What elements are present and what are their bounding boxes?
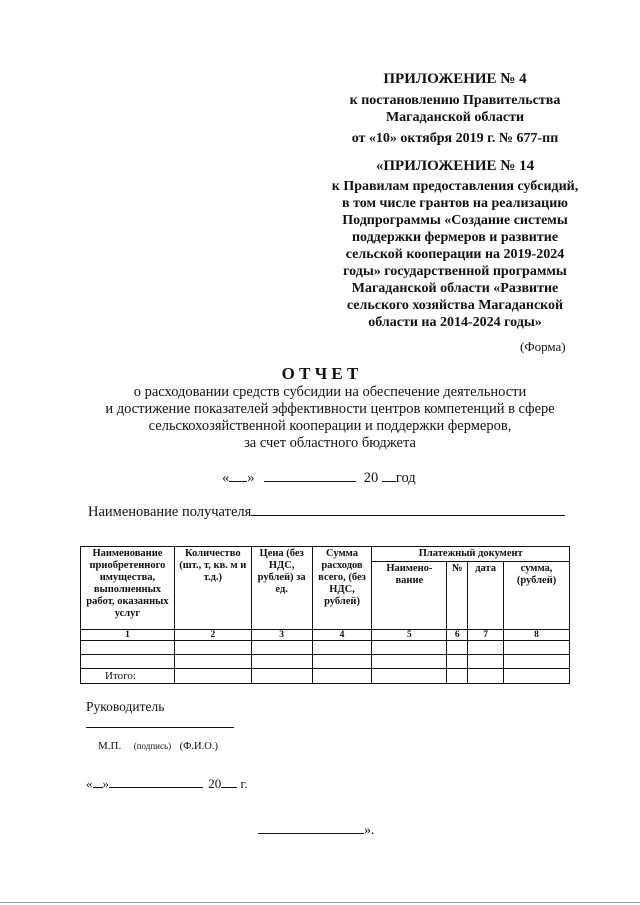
sign-day-blank[interactable] (93, 775, 103, 788)
report-line: и достижение показателей эффективности центров компетенций в сфере (105, 401, 555, 417)
appendix-14-line: Магаданской области «Развитие (351, 281, 559, 296)
col-header-quantity: Количество (шт., т, кв. м и т.д.) (174, 547, 251, 630)
closing-line (258, 819, 375, 839)
col-number: 6 (447, 630, 468, 641)
closing-blank[interactable] (258, 819, 364, 834)
col-number: 1 (81, 630, 175, 641)
year-suffix: год (395, 470, 416, 486)
signature-captions (98, 740, 218, 752)
appendix-14-line: сельского хозяйства Магаданской (346, 298, 564, 313)
appendix-14-block (300, 158, 610, 331)
appendix-14-line: области на 2014-2024 годы» (368, 315, 542, 330)
fio-caption: (Ф.И.О.) (179, 741, 218, 752)
report-title: О Т Ч Е Т (281, 364, 359, 383)
year-blank[interactable] (382, 467, 396, 482)
col-header-name: Наименование приобретенного имущества, выполненных работ, оказанных услуг (81, 547, 175, 630)
col-number: 2 (174, 630, 251, 641)
col-header-doc-date: дата (468, 562, 504, 630)
appendix-14-line: поддержки фермеров и развитие (351, 230, 559, 245)
closing-mark: ». (364, 823, 375, 838)
appendix-4-title: ПРИЛОЖЕНИЕ № 4 (383, 71, 527, 87)
date-quote-close: » (247, 470, 255, 486)
month-blank[interactable] (264, 467, 356, 482)
col-header-payment-doc: Платежный документ (372, 547, 570, 562)
col-number: 4 (312, 630, 372, 641)
appendix-14-line: Подпрограммы «Создание системы (342, 213, 568, 228)
appendix-4-line: от «10» октября 2019 г. № 677-пп (351, 131, 559, 146)
table-row[interactable] (81, 641, 570, 655)
date-quote-open: « (86, 776, 93, 791)
sign-year-prefix: 20 (208, 776, 222, 791)
appendix-14-title: «ПРИЛОЖЕНИЕ № 14 (375, 158, 535, 174)
total-label: Итого: (81, 669, 175, 684)
recipient-row (88, 501, 565, 521)
appendix-4-block (300, 71, 610, 147)
appendix-4-line: к постановлению Правительства (349, 93, 561, 108)
appendix-14-line: годы» государственной программы (343, 264, 567, 279)
page-bottom-edge (0, 902, 640, 903)
recipient-label: Наименование получателя (88, 504, 252, 520)
table-row[interactable] (81, 655, 570, 669)
report-line: о расходовании средств субсидии на обеспечение деятельности (133, 384, 527, 400)
appendix-14-line: сельской кооперации на 2019-2024 (345, 247, 565, 262)
sign-year-blank[interactable] (221, 775, 237, 788)
appendix-14-line: к Правилам предоставления субсидий, (331, 179, 579, 194)
head-label: Руководитель (86, 699, 165, 714)
year-prefix: 20 (363, 470, 379, 486)
report-line: сельскохозяйственной кооперации и поддержки фермеров, (148, 418, 512, 434)
mp-label: М.П. (98, 740, 122, 752)
col-number: 7 (468, 630, 504, 641)
day-blank[interactable] (229, 467, 247, 482)
sign-year-suffix: г. (240, 776, 248, 791)
report-date-line (222, 467, 416, 487)
col-header-doc-name: Наимено-вание (372, 562, 447, 630)
report-subtitle (60, 384, 600, 452)
recipient-blank[interactable] (251, 501, 565, 516)
head-signature-line[interactable] (86, 727, 234, 728)
report-table (80, 546, 570, 684)
signature-caption: (подпись) (133, 741, 172, 751)
sign-month-blank[interactable] (109, 775, 203, 788)
table-total-row[interactable] (81, 669, 570, 684)
col-header-doc-number: № (447, 562, 468, 630)
col-header-doc-sum: сумма, (рублей) (504, 562, 570, 630)
col-number: 5 (372, 630, 447, 641)
col-header-sum: Сумма расходов всего, (без НДС, рублей) (312, 547, 372, 630)
date-quote-mid: » (102, 776, 109, 791)
form-label: (Форма) (520, 339, 566, 354)
col-header-price: Цена (без НДС, рублей) за ед. (251, 547, 312, 630)
date-quote-open: « (222, 470, 230, 486)
col-number: 3 (251, 630, 312, 641)
appendix-4-line: Магаданской области (385, 110, 525, 125)
report-line: за счет областного бюджета (244, 435, 416, 451)
signature-date-line (86, 775, 248, 792)
appendix-14-line: в том числе грантов на реализацию (342, 196, 568, 211)
col-number: 8 (504, 630, 570, 641)
table-number-row (81, 630, 570, 641)
table-header-row (81, 547, 570, 562)
